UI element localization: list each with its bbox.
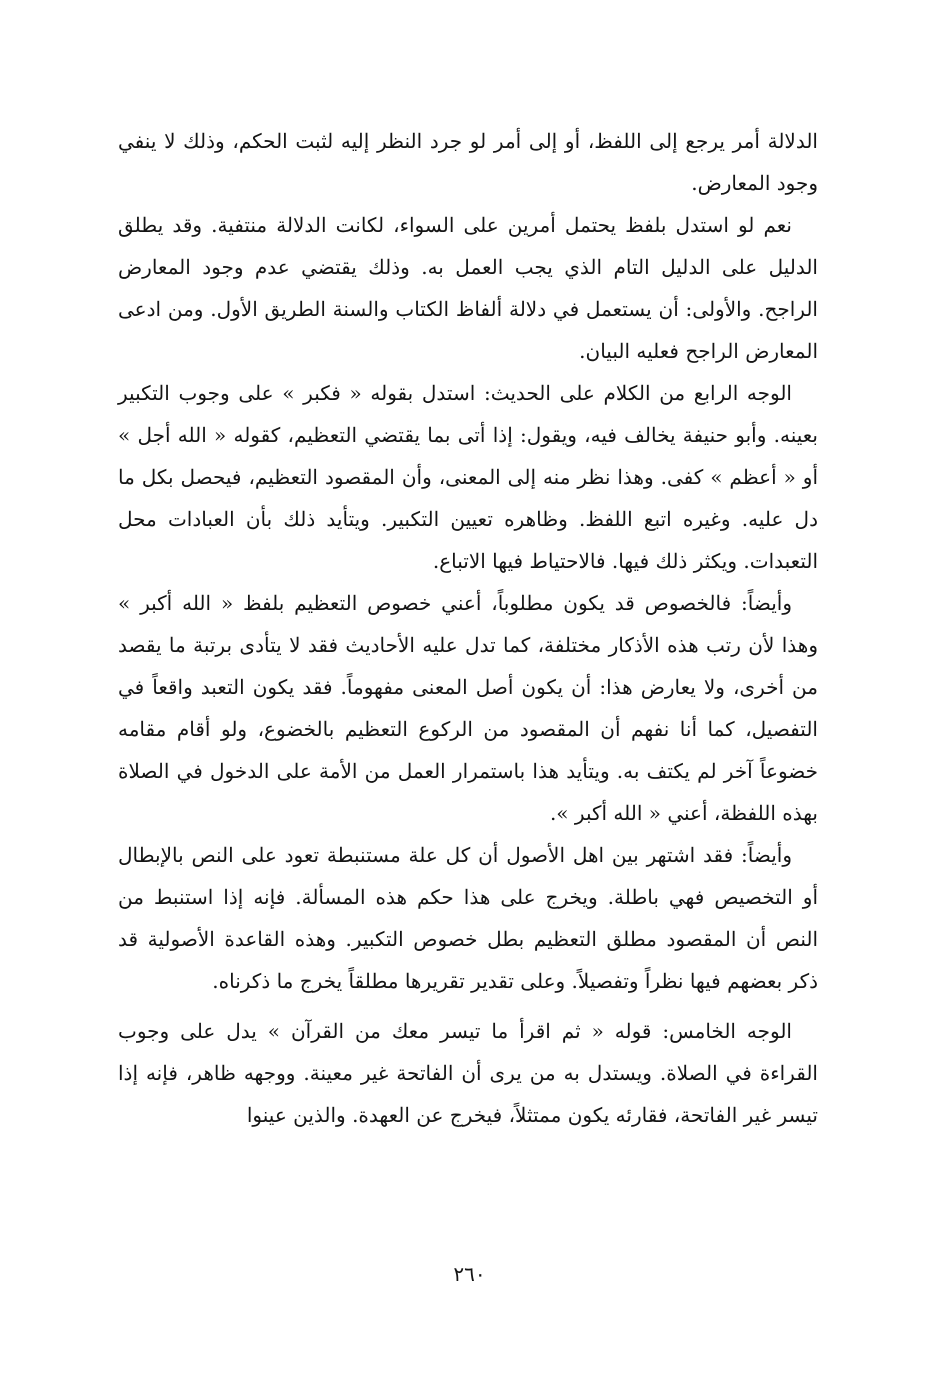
paragraph-usul-rule: وأيضاً: فقد اشتهر بين اهل الأصول أن كل علة مستنبطة تعود على النص بالإبطال أو التخصيص فهي باطلة. ويخرج على هذا حكم هذه المسألة. فإنه إذا استنبط من النص أن المقصود مطلق التعظيم بطل خصوص التكبير. وهذه القاعدة الأصولية قد ذكر بعضهم فيها نظراً وتفصيلاً. وعلى تقدير تقريرها مطلقاً يخرج ما ذكرناه. [118,843,818,993]
page-number: ٢٦٠ [453,1262,486,1286]
paragraph-fifth-aspect: الوجه الخامس: قوله « ثم اقرأ ما تيسر معك من القرآن » يدل على وجوب القراءة في الصلاة. ويستدل به من يرى أن الفاتحة غير معينة. ووجهه ظاهر، فإنه إذا تيسر غير الفاتحة، فقارئه يكون ممتثلاً، فيخرج عن العهدة. والذين عينوا [118,1019,818,1127]
paragraph-specificity: وأيضاً: فالخصوص قد يكون مطلوباً، أعني خصوص التعظيم بلفظ « الله أكبر » وهذا لأن رتب هذه الأذكار مختلفة، كما تدل عليه الأحاديث فقد لا يتأدى برتبة ما يقصد من أخرى، ولا يعارض هذا: أن يكون أصل المعنى مفهوماً. فقد يكون التعبد واقعاً في التفصيل، كما أنا نفهم أن المقصود من الركوع التعظيم بالخضوع، ولو أقام مقامه خضوعاً آخر لم يكتف به. ويتأيد هذا باستمرار العمل من الأمة على الدخول في الصلاة بهذه اللفظة، أعني « الله أكبر ». [118,591,818,825]
body-text [118,120,818,1136]
paragraph-continuation: الدلالة أمر يرجع إلى اللفظ، أو إلى أمر لو جرد النظر إليه لثبت الحكم، وذلك لا ينفي وجود المعارض. [118,129,818,195]
paragraph-evidence-definition: نعم لو استدل بلفظ يحتمل أمرين على السواء، لكانت الدلالة منتفية. وقد يطلق الدليل على الدليل التام الذي يجب العمل به. وذلك يقتضي عدم وجود المعارض الراجح. والأولى: أن يستعمل في دلالة ألفاظ الكتاب والسنة الطريق الأول. ومن ادعى المعارض الراجح فعليه البيان. [118,213,818,363]
paragraph-fourth-aspect: الوجه الرابع من الكلام على الحديث: استدل بقوله « فكبر » على وجوب التكبير بعينه. وأبو حنيفة يخالف فيه، ويقول: إذا أتى بما يقتضي التعظيم، كقوله « الله أجل » أو « أعظم » كفى. وهذا نظر منه إلى المعنى، وأن المقصود التعظيم، فيحصل بكل ما دل عليه. وغيره اتبع اللفظ. وظاهره تعيين التكبير. ويتأيد ذلك بأن العبادات محل التعبدات. ويكثر ذلك فيها. فالاحتياط فيها الاتباع. [118,381,818,573]
